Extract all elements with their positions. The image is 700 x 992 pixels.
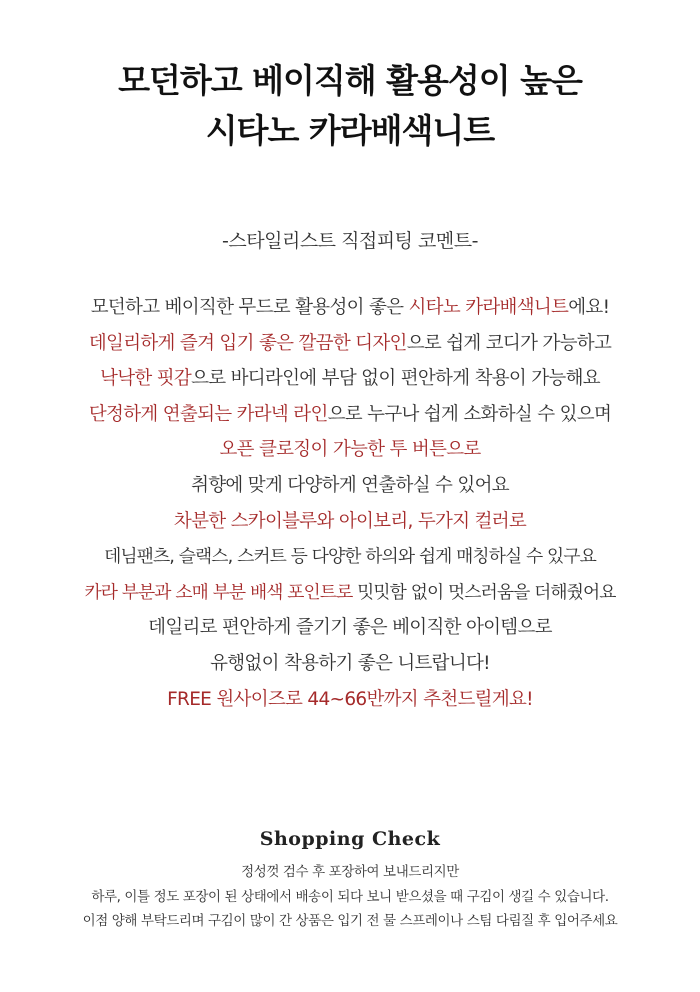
highlight-text: 낙낙한 핏감 bbox=[100, 368, 192, 390]
highlight-text: 시타노 카라배색니트 bbox=[408, 297, 569, 318]
comment-text: 에요! bbox=[568, 297, 610, 318]
highlight-text: FREE 원사이즈로 44~66반까지 추천드릴게요! bbox=[167, 688, 533, 710]
highlight-text: 데일리하게 즐겨 입기 좋은 깔끔한 디자인 bbox=[88, 332, 407, 354]
highlight-text: 차분한 스카이블루와 아이보리, 두가지 컬러로 bbox=[173, 510, 527, 532]
comment-text: 으로 바디라인에 부담 없이 편안하게 착용이 가능해요 bbox=[191, 368, 600, 390]
shopping-check-title: Shopping Check bbox=[259, 828, 441, 850]
product-title-line-2: 시타노 카라배색니트 bbox=[205, 111, 495, 150]
highlight-text: 카라 부분과 소매 부분 배색 포인트로 bbox=[84, 581, 353, 603]
comment-line bbox=[0, 646, 700, 682]
product-title bbox=[0, 56, 700, 156]
comment-line bbox=[0, 468, 700, 504]
notice-line: 정성껏 검수 후 포장하여 보내드리지만 bbox=[241, 864, 459, 880]
comment-text: 밋밋함 없이 멋스러움을 더해줬어요 bbox=[352, 581, 616, 603]
comment-line bbox=[0, 504, 700, 540]
comment-line bbox=[0, 290, 700, 326]
notice-line: 하루, 이틀 정도 포장이 된 상태에서 배송이 되다 보니 받으셨을 때 구김이 생길 수 있습니다. bbox=[91, 888, 609, 905]
comment-line bbox=[0, 610, 700, 646]
product-title-line-1: 모던하고 베이직해 활용성이 높은 bbox=[118, 61, 582, 100]
comment-line bbox=[0, 397, 700, 433]
comment-text: 유행없이 착용하기 좋은 니트랍니다! bbox=[210, 652, 490, 674]
stylist-comment-list bbox=[0, 290, 700, 717]
comment-line bbox=[0, 575, 700, 611]
comment-text: 으로 쉽게 코디가 가능하고 bbox=[406, 332, 612, 354]
highlight-text: 오픈 클로징이 가능한 투 버튼으로 bbox=[219, 439, 481, 461]
comment-line bbox=[0, 326, 700, 362]
highlight-text: 단정하게 연출되는 카라넥 라인 bbox=[88, 403, 328, 425]
comment-text: 으로 누구나 쉽게 소화하실 수 있으며 bbox=[327, 403, 612, 425]
comment-text: 모던하고 베이직한 무드로 활용성이 좋은 bbox=[90, 297, 409, 318]
stylist-comment-heading: -스타일리스트 직접피팅 코멘트- bbox=[222, 230, 478, 252]
comment-line bbox=[0, 682, 700, 718]
comment-text: 취향에 맞게 다양하게 연출하실 수 있어요 bbox=[191, 474, 509, 496]
comment-line bbox=[0, 539, 700, 575]
comment-line bbox=[0, 432, 700, 468]
comment-text: 데님팬츠, 슬랙스, 스커트 등 다양한 하의와 쉽게 매칭하실 수 있구요 bbox=[104, 546, 596, 568]
shopping-check-notice bbox=[0, 860, 700, 934]
comment-line bbox=[0, 361, 700, 397]
comment-text: 데일리로 편안하게 즐기기 좋은 베이직한 아이템으로 bbox=[148, 617, 552, 639]
notice-line: 이점 양해 부탁드리며 구김이 많이 간 상품은 입기 전 물 스프레이나 스팀 다림질 후 입어주세요 bbox=[82, 913, 618, 929]
